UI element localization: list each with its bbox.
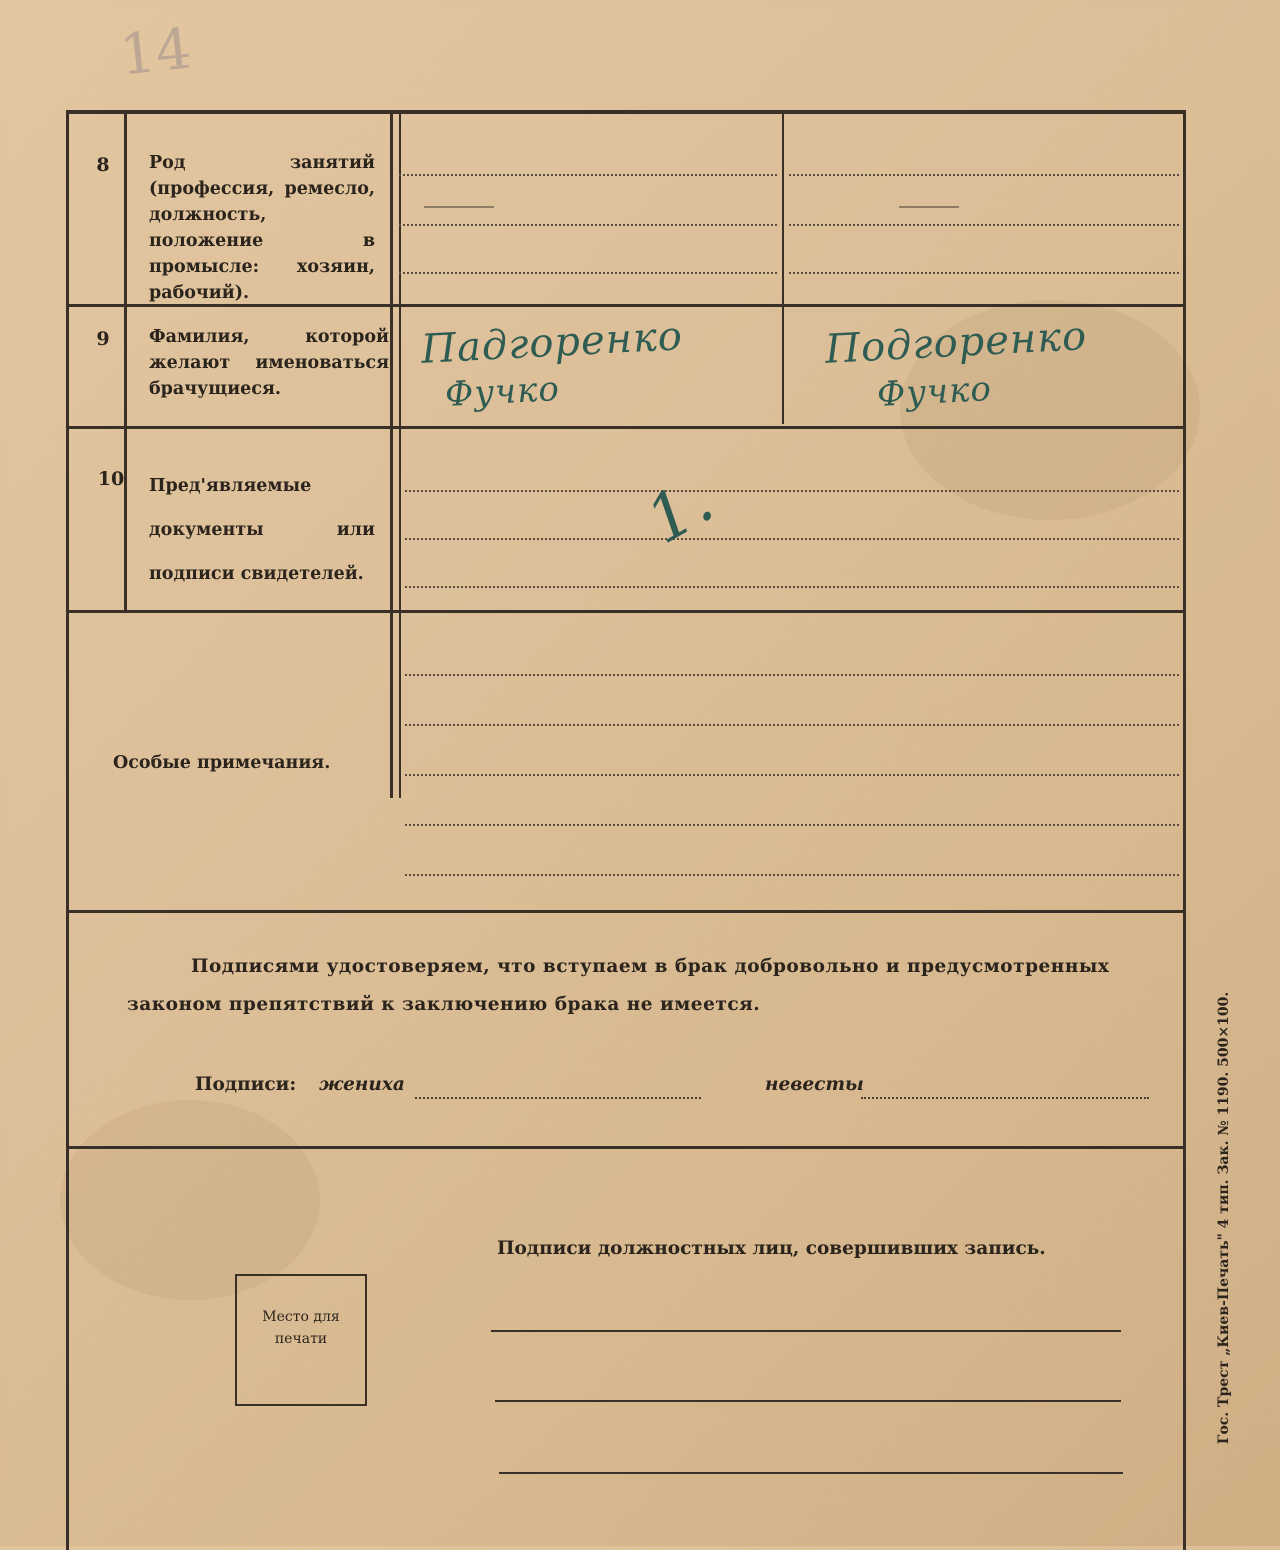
pencil-page-mark: 14	[116, 16, 195, 89]
official-signature-line-2[interactable]	[495, 1400, 1121, 1402]
groom-signature-label: жениха	[319, 1074, 405, 1095]
bride-signature-line[interactable]	[861, 1097, 1149, 1099]
bride-signature-label: невесты	[765, 1074, 864, 1095]
row-10-number: 10	[97, 468, 125, 490]
declaration-text: Подписями удостоверяем, что вступаем в брак добровольно и предусмотренных законом препятствий к заключению брака не имеется.	[127, 956, 1110, 1015]
groom-surname-handwriting: Падгоренко	[419, 313, 685, 373]
row-8-label: Род занятий (профессия, ремесло, должность, положение в промысле: хозяин, рабочий).	[149, 153, 375, 303]
marriage-record-form	[66, 110, 1186, 1550]
row-8-number: 8	[96, 154, 110, 176]
official-signature-line-1[interactable]	[491, 1330, 1121, 1332]
stamp-placeholder-box	[235, 1274, 367, 1406]
signatures-label: Подписи:	[195, 1074, 297, 1095]
officials-signatures-label: Подписи должностных лиц, совершивших запись.	[497, 1238, 1046, 1259]
stamp-placeholder-text: Место для печати	[262, 1309, 340, 1347]
row-9-number: 9	[96, 328, 110, 350]
official-signature-line-3[interactable]	[499, 1472, 1123, 1474]
groom-surname-2-handwriting: Фучко	[444, 369, 561, 415]
row-9-label: Фамилия, которой желают именоваться брачущиеся.	[149, 327, 389, 399]
printer-note: Гос. Трест „Киев-Печать" 4 тип. Зак. № 1190. 500×100.	[1216, 991, 1232, 1445]
row-10-label: Пред'являемые документы или подписи свидетелей.	[149, 476, 375, 584]
remarks-label: Особые примечания.	[113, 753, 331, 773]
groom-signature-line[interactable]	[415, 1097, 701, 1099]
bride-surname-2-handwriting: Фучко	[876, 369, 993, 415]
bride-surname-handwriting: Подгоренко	[823, 313, 1089, 373]
documents-handwriting: 1.	[634, 463, 727, 559]
